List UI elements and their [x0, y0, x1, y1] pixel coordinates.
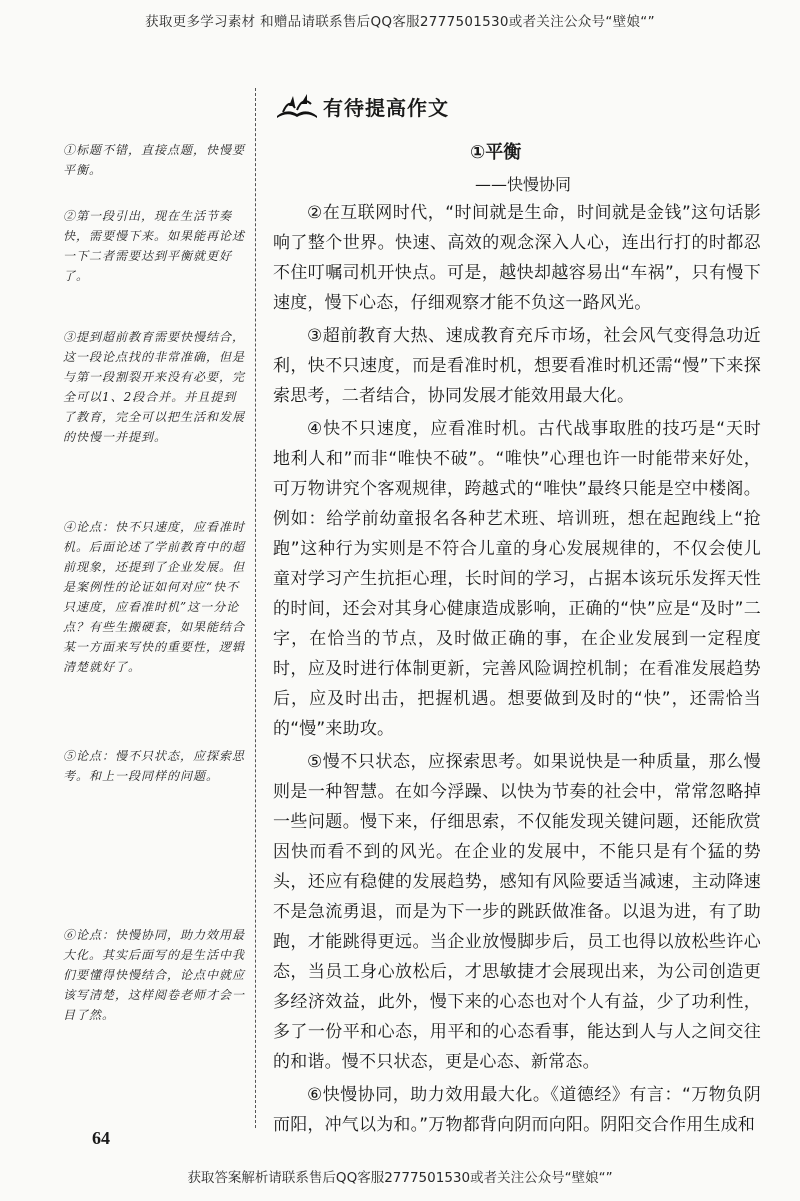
annotation-4: ④论点：快不只速度，应看准时机。后面论述了学前教育中的超前现象，还提到了企业发展。但是案例性的论证如何对应“快不只速度，应看准时机”这一分论点？有些生搬硬套，如果能结合某一方面来写快的重要性，逻辑清楚就好了。 — [63, 520, 246, 674]
column-divider — [255, 88, 256, 1128]
page-footer: 获取答案解析请联系售后QQ客服2777501530或者关注公众号“壁娘“” — [187, 1170, 613, 1186]
paragraph-5: ⑤慢不只状态，应探索思考。如果说快是一种质量，那么慢则是一种智慧。在如今浮躁、以快为节奏的社会中，常常忽略掉一些问题。慢下来，仔细思索，不仅能发现关键问题，还能欣赏因快而看不到的风光。在企业的发展中，不能只是有个猛的势头，还应有稳健的发展趋势，感知有风险要适当减速，主动降速不是急流勇退，而是为下一步的跳跃做准备。以退为进，有了助跑，才能跳得更远。当企业放慢脚步后，员工也得以放松些许心态，当员工身心放松后，才思敏捷才会展现出来，为公司创造更多经济效益，此外，慢下来的心态也对个人有益，少了功利性，多了一份平和心态，用平和的心态看事，能达到人与人之间交往的和谐。慢不只状态，更是心态、新常态。 — [273, 752, 761, 1072]
annotation-3: ③提到超前教育需要快慢结合，这一段论点找的非常准确，但是与第一段割裂开来没有必要，完全可以1、2段合并。并且提到了教育，完全可以把生活和发展的快慢一并提到。 — [63, 330, 246, 444]
paragraph-2: ②在互联网时代，“时间就是生命，时间就是金钱”这句话影响了整个世界。快速、高效的观念深入人心，连出行打的时都忍不住叮嘱司机开快点。可是，越快却越容易出“车祸”，只有慢下速度，慢下心态，仔细观察才能不负这一路风光。 — [273, 203, 761, 313]
page-number: 64 — [92, 1128, 110, 1148]
article-subtitle: ——快慢协同 — [475, 175, 572, 194]
article-title: ①平衡 — [470, 142, 522, 163]
article-body — [273, 198, 761, 1143]
annotation-2: ②第一段引出，现在生活节奏快，需要慢下来。如果能再论述一下二者需要达到平衡就更好了。 — [63, 209, 246, 283]
section-heading — [275, 88, 449, 124]
paragraph-6: ⑥快慢协同，助力效用最大化。《道德经》有言：“万物负阴而阳，冲气以为和。”万物都背向阴而向阳。阴阳交合作用生成和 — [273, 1085, 761, 1135]
book-icon — [275, 92, 319, 120]
page-header: 获取更多学习素材 和赠品请联系售后QQ客服2777501530或者关注公众号“壁娘“” — [145, 14, 655, 30]
section-title: 有待提高作文 — [323, 95, 449, 120]
annotation-1: ①标题不错，直接点题，快慢要平衡。 — [63, 143, 246, 177]
annotation-6: ⑥论点：快慢协同，助力效用最大化。其实后面写的是生活中我们要懂得快慢结合，论点中就应该写清楚，这样阅卷老师才会一目了然。 — [63, 928, 246, 1022]
annotation-5: ⑤论点：慢不只状态，应探索思考。和上一段同样的问题。 — [63, 749, 246, 783]
paragraph-3: ③超前教育大热、速成教育充斥市场，社会风气变得急功近利，快不只速度，而是看准时机，想要看准时机还需“慢”下来探索思考，二者结合，协同发展才能效用最大化。 — [273, 326, 761, 406]
paragraph-4: ④快不只速度，应看准时机。古代战事取胜的技巧是“天时地利人和”而非“唯快不破”。“唯快”心理也许一时能带来好处，可万物讲究个客观规律，跨越式的“唯快”最终只能是空中楼阁。例如：给学前幼童报名各种艺术班、培训班，想在起跑线上“抢跑”这种行为实则是不符合儿童的身心发展规律的，不仅会使儿童对学习产生抗拒心理，长时间的学习，占据本该玩乐发挥天性的时间，还会对其身心健康造成影响，正确的“快”应是“及时”二字，在恰当的节点，及时做正确的事，在企业发展到一定程度时，应及时进行体制更新，完善风险调控机制；在看准发展趋势后，应及时出击，把握机遇。想要做到及时的“快”，还需恰当的“慢”来助攻。 — [273, 419, 761, 739]
